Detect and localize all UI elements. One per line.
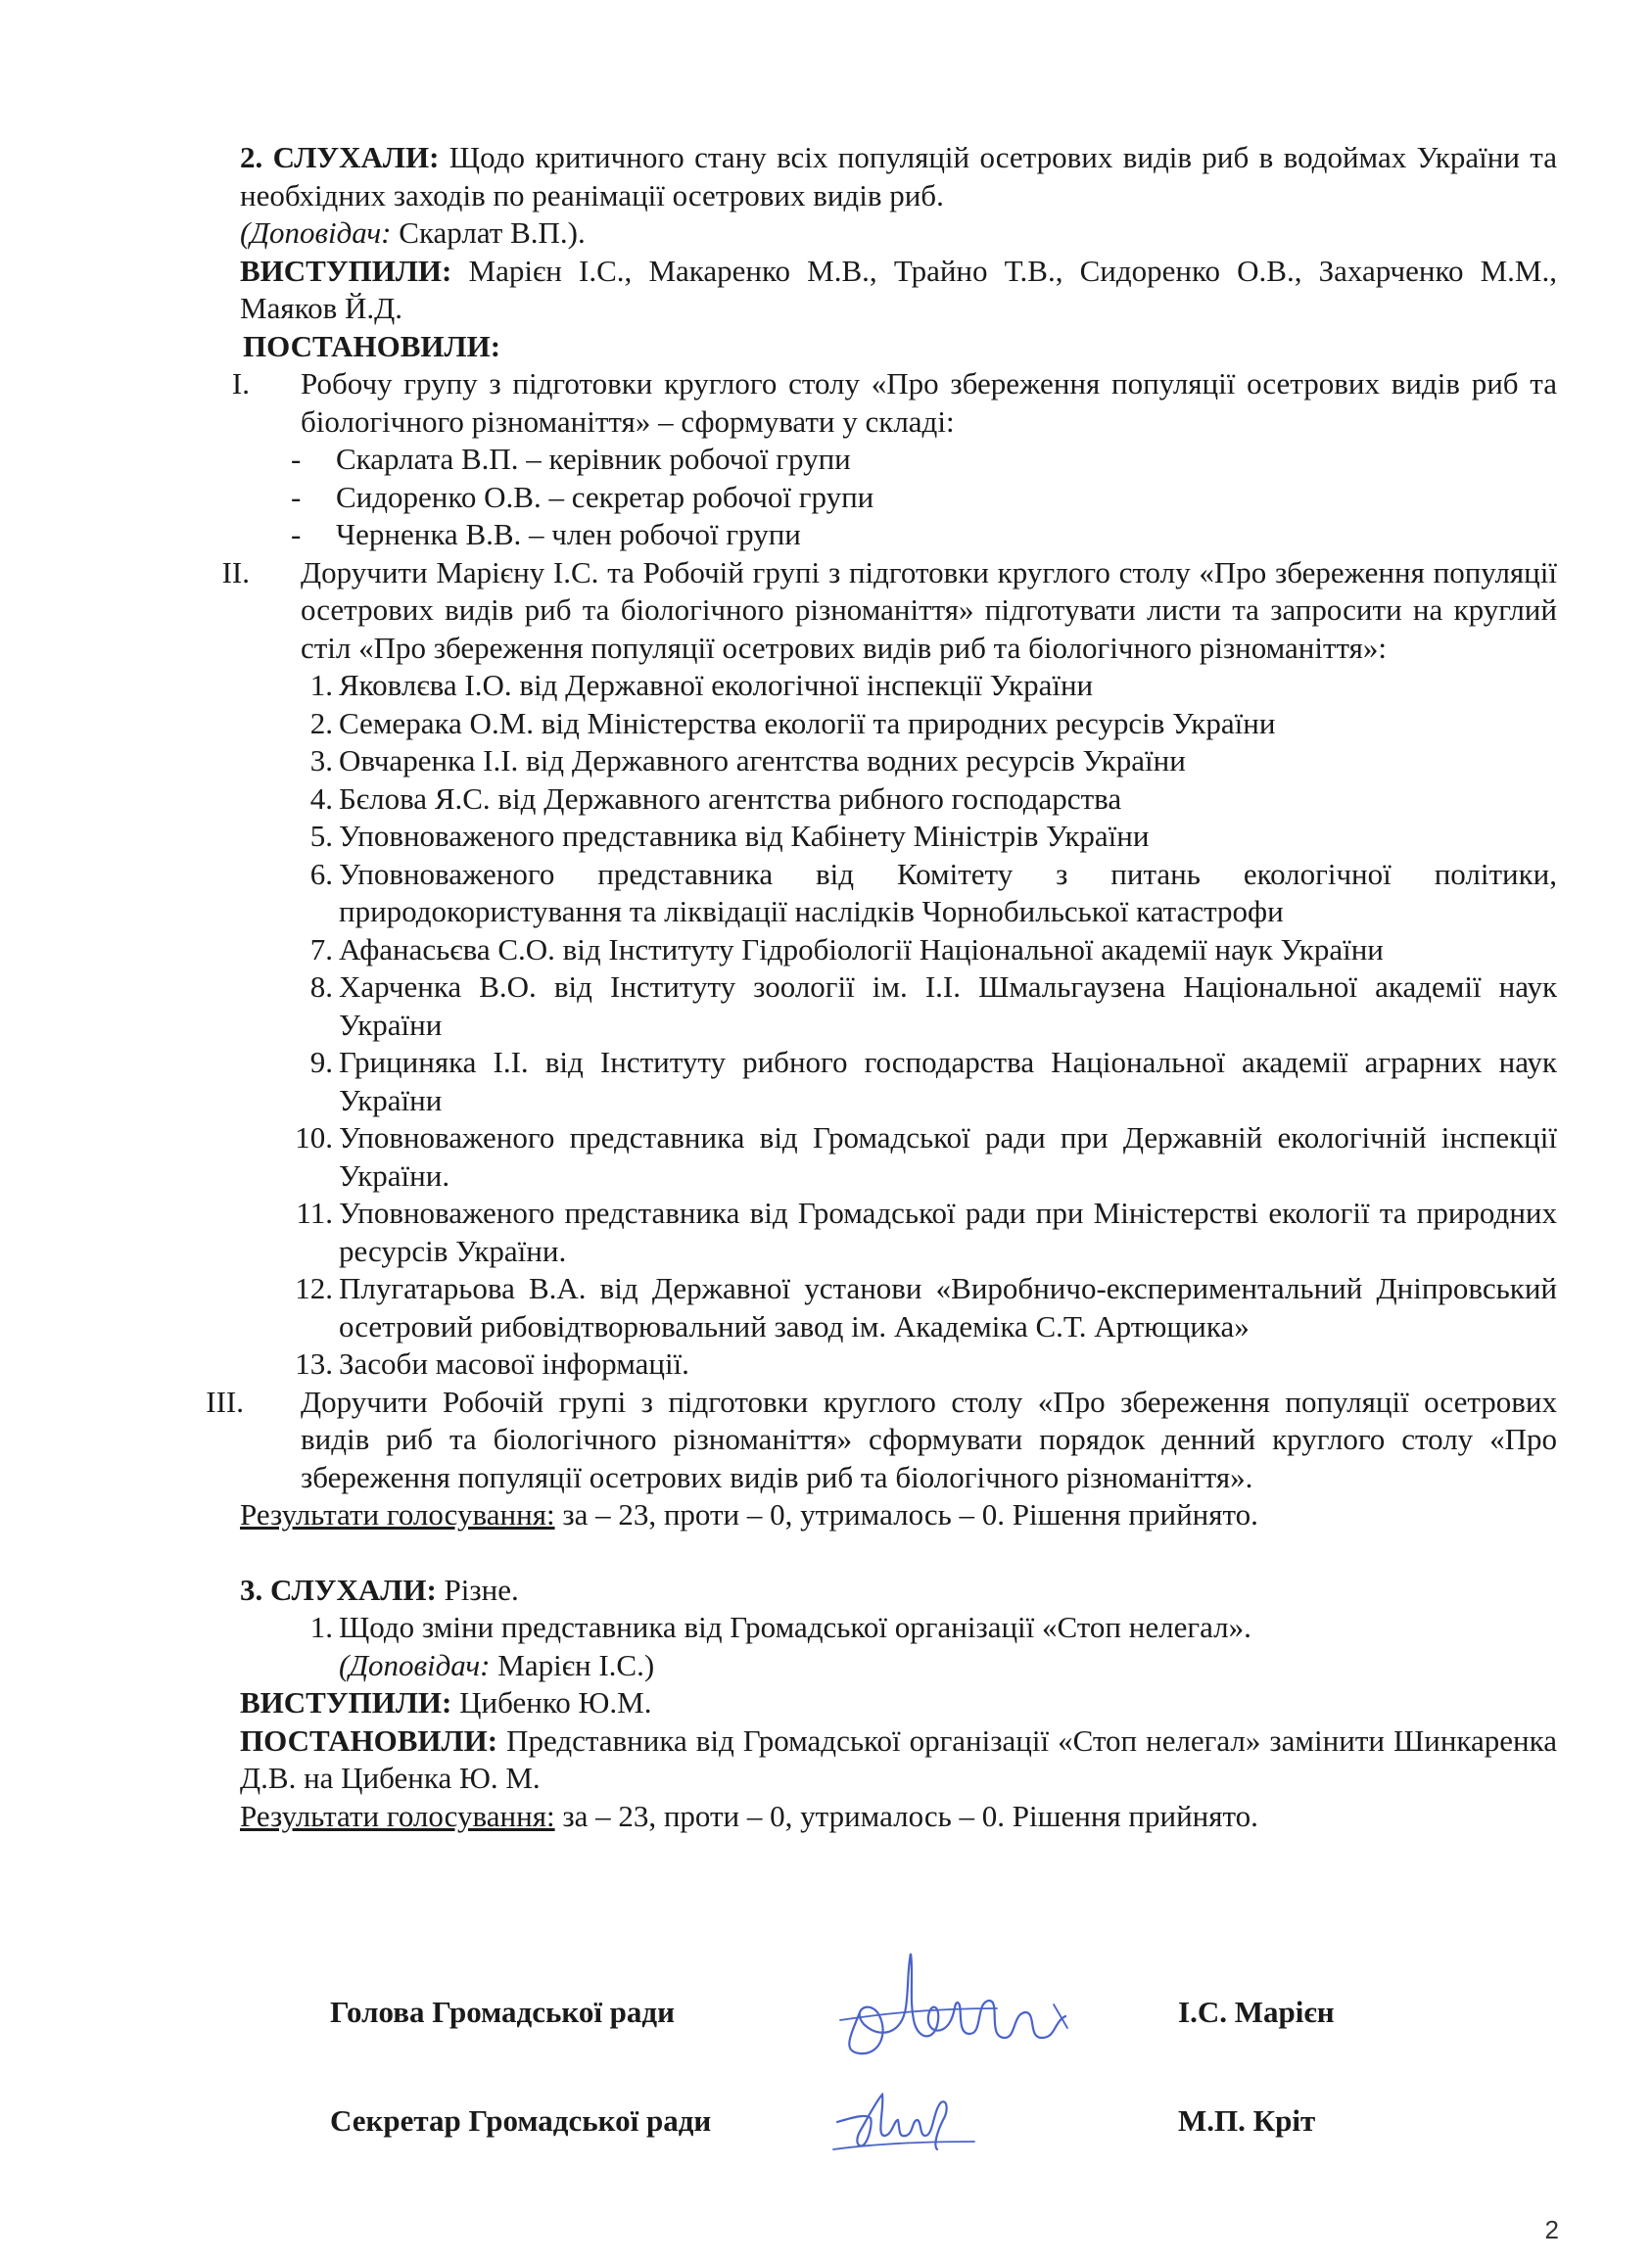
roman-numeral: II.: [221, 554, 250, 589]
item-number: 11.: [296, 1196, 333, 1230]
chair-name: І.С. Марієн: [1178, 1995, 1335, 2029]
spoke-line: [240, 253, 1557, 328]
dash-bullet: -: [291, 479, 302, 514]
member-text: Сидоренко О.В. – секретар робочої групи: [336, 479, 874, 514]
list-item: [294, 931, 1557, 969]
spoke-line: [240, 1684, 1557, 1722]
resolution-3: [206, 1384, 1557, 1497]
resolution-2: [221, 554, 1557, 668]
list-item: [294, 1270, 1557, 1345]
reporter-line: [240, 214, 1557, 253]
dash-bullet: -: [291, 442, 302, 476]
section-3-items: [294, 1609, 1557, 1684]
decided-label: ПОСТАНОВИЛИ:: [243, 328, 501, 363]
invitee-text: Грициняка І.І. від Інституту рибного господарства Національної академії аграрних наук України: [339, 1045, 1557, 1117]
invitee-text: Засоби масової інформації.: [339, 1346, 689, 1381]
spoke-names: Цибенко Ю.М.: [451, 1685, 652, 1720]
invitee-list: [294, 667, 1557, 1384]
resolution-text: Доручити Марієну І.С. та Робочій групі з підготовки круглого столу «Про збереження популяції осетрових видів риб та біологічного різноманіття» підготувати листи та запросити на круглий стіл «Про збереження популяції осетрових видів риб та біологічного різноманіття»:: [301, 554, 1557, 665]
item-number: 12.: [295, 1271, 333, 1305]
chair-signature: [821, 1944, 1085, 2066]
item-number: 10.: [295, 1120, 333, 1155]
invitee-text: Афанасьєва С.О. від Інституту Гідробіології Національної академії наук України: [339, 931, 1384, 966]
resolution-1: [231, 365, 1557, 441]
list-item: [294, 1119, 1557, 1195]
list-item: [291, 479, 1557, 517]
item-number: 4.: [309, 780, 333, 816]
reporter-line: [294, 1647, 1557, 1685]
resolution-text: Доручити Робочій групі з підготовки круглого столу «Про збереження популяції осетрових видів риб та біологічного різноманіття» сформувати порядок денний круглого столу «Про збереження популяції осетрових видів риб та біологічного різноманіття».: [301, 1384, 1557, 1494]
list-item: [294, 856, 1557, 931]
item-number: 3.: [309, 743, 333, 778]
document-body: [206, 139, 1557, 1835]
member-text: Скарлата В.П. – керівник робочої групи: [336, 442, 851, 476]
list-item: [294, 1044, 1557, 1119]
invitee-text: Семерака О.М. від Міністерства екології та природних ресурсів України: [339, 705, 1276, 740]
vote-results: [240, 1798, 1557, 1836]
list-item: [291, 441, 1557, 479]
reporter-label: (Доповідач:: [240, 215, 392, 250]
spoke-label: ВИСТУПИЛИ:: [240, 1685, 452, 1720]
secretary-title: Секретар Громадської ради: [330, 2103, 712, 2138]
heard-text: Щодо критичного стану всіх популяцій осетрових видів риб в водоймах України та необхідних заходів по реанімації осетрових видів риб.: [240, 140, 1557, 212]
item-number: 6.: [309, 856, 333, 891]
list-item: [294, 742, 1557, 780]
list-item: [291, 516, 1557, 554]
working-group-list: [291, 441, 1557, 554]
secretary-name: М.П. Кріт: [1178, 2103, 1316, 2138]
vote-text: за – 23, проти – 0, утрималось – 0. Рішення прийнято.: [554, 1798, 1258, 1833]
invitee-text: Уповноваженого представника від Громадської ради при Міністерстві екології та природних ресурсів України.: [339, 1196, 1557, 1268]
chair-title: Голова Громадської ради: [330, 1995, 675, 2029]
invitee-text: Бєлова Я.С. від Державного агентства рибного господарства: [339, 780, 1122, 816]
item-number: 5.: [309, 819, 333, 853]
decided-line: [240, 1722, 1557, 1798]
list-item: [294, 818, 1557, 856]
decided-label: ПОСТАНОВИЛИ:: [240, 1722, 498, 1758]
resolution-text: Робочу групу з підготовки круглого столу «Про збереження популяції осетрових видів риб та біологічного різноманіття» – сформувати у складі:: [301, 366, 1557, 439]
member-text: Черненка В.В. – член робочої групи: [336, 517, 801, 551]
spoke-names: Марієн І.С., Макаренко М.В., Трайно Т.В., Сидоренко О.В., Захарченко М.М., Маяков Й.Д.: [240, 253, 1557, 325]
section-3-heard: [240, 1572, 1557, 1610]
list-item: [294, 1195, 1557, 1270]
list-item: [294, 968, 1557, 1044]
page-number: 2: [1544, 2215, 1559, 2244]
vote-results: [240, 1496, 1557, 1534]
heard-text: Різне.: [436, 1572, 519, 1607]
heard-label: 3. СЛУХАЛИ:: [240, 1572, 437, 1607]
invitee-text: Уповноваженого представника від Громадської ради при Державній екологічній інспекції України.: [339, 1120, 1557, 1193]
item-text: Щодо зміни представника від Громадської організації «Стоп нелегал».: [339, 1610, 1251, 1644]
vote-label: Результати голосування:: [240, 1798, 555, 1833]
roman-numeral: III.: [206, 1384, 244, 1419]
decided-text: Представника від Громадської організації «Стоп нелегал» замінити Шинкаренка Д.В. на Цибенка Ю. М.: [240, 1722, 1557, 1795]
invitee-text: Уповноваженого представника від Комітету з питань екологічної політики, природокористування та ліквідації наслідків Чорнобильської катастрофи: [339, 856, 1557, 928]
invitee-text: Яковлєва І.О. від Державної екологічної інспекції України: [339, 668, 1094, 702]
item-number: 1.: [309, 1610, 333, 1644]
list-item: [294, 780, 1557, 819]
list-item: [294, 705, 1557, 743]
vote-text: за – 23, проти – 0, утрималось – 0. Рішення прийнято.: [554, 1497, 1258, 1532]
item-number: 9.: [309, 1045, 333, 1079]
section-2-heard: [240, 139, 1557, 214]
invitee-text: Овчаренка І.І. від Державного агентства водних ресурсів України: [339, 743, 1186, 778]
spoke-label: ВИСТУПИЛИ:: [240, 253, 452, 288]
reporter-label: (Доповідач:: [339, 1647, 491, 1682]
invitee-text: Харченка В.О. від Інституту зоології ім. І.І. Шмальгаузена Національної академії наук України: [339, 969, 1557, 1042]
secretary-signature: [827, 2081, 984, 2159]
reporter-name: Марієн І.С.): [490, 1647, 655, 1682]
invitee-text: Уповноваженого представника від Кабінету Міністрів України: [339, 819, 1150, 853]
list-item: [294, 667, 1557, 705]
heard-label: 2. СЛУХАЛИ:: [240, 140, 440, 174]
item-number: 13.: [295, 1346, 333, 1381]
item-number: 1.: [309, 668, 333, 702]
item-number: 7.: [309, 931, 333, 966]
item-number: 8.: [309, 969, 333, 1004]
decided-heading: [240, 328, 1557, 366]
dash-bullet: -: [291, 517, 302, 551]
vote-label: Результати голосування:: [240, 1497, 555, 1532]
item-number: 2.: [309, 705, 333, 740]
list-item: [294, 1609, 1557, 1647]
invitee-text: Плугатарьова В.А. від Державної установи «Виробничо-експериментальний Дніпровський осетровий рибовідтворювальний завод ім. Академіка С.Т. Артющика»: [339, 1271, 1557, 1344]
reporter-name: Скарлат В.П.).: [391, 215, 586, 250]
roman-numeral: I.: [231, 366, 250, 401]
list-item: [294, 1345, 1557, 1384]
